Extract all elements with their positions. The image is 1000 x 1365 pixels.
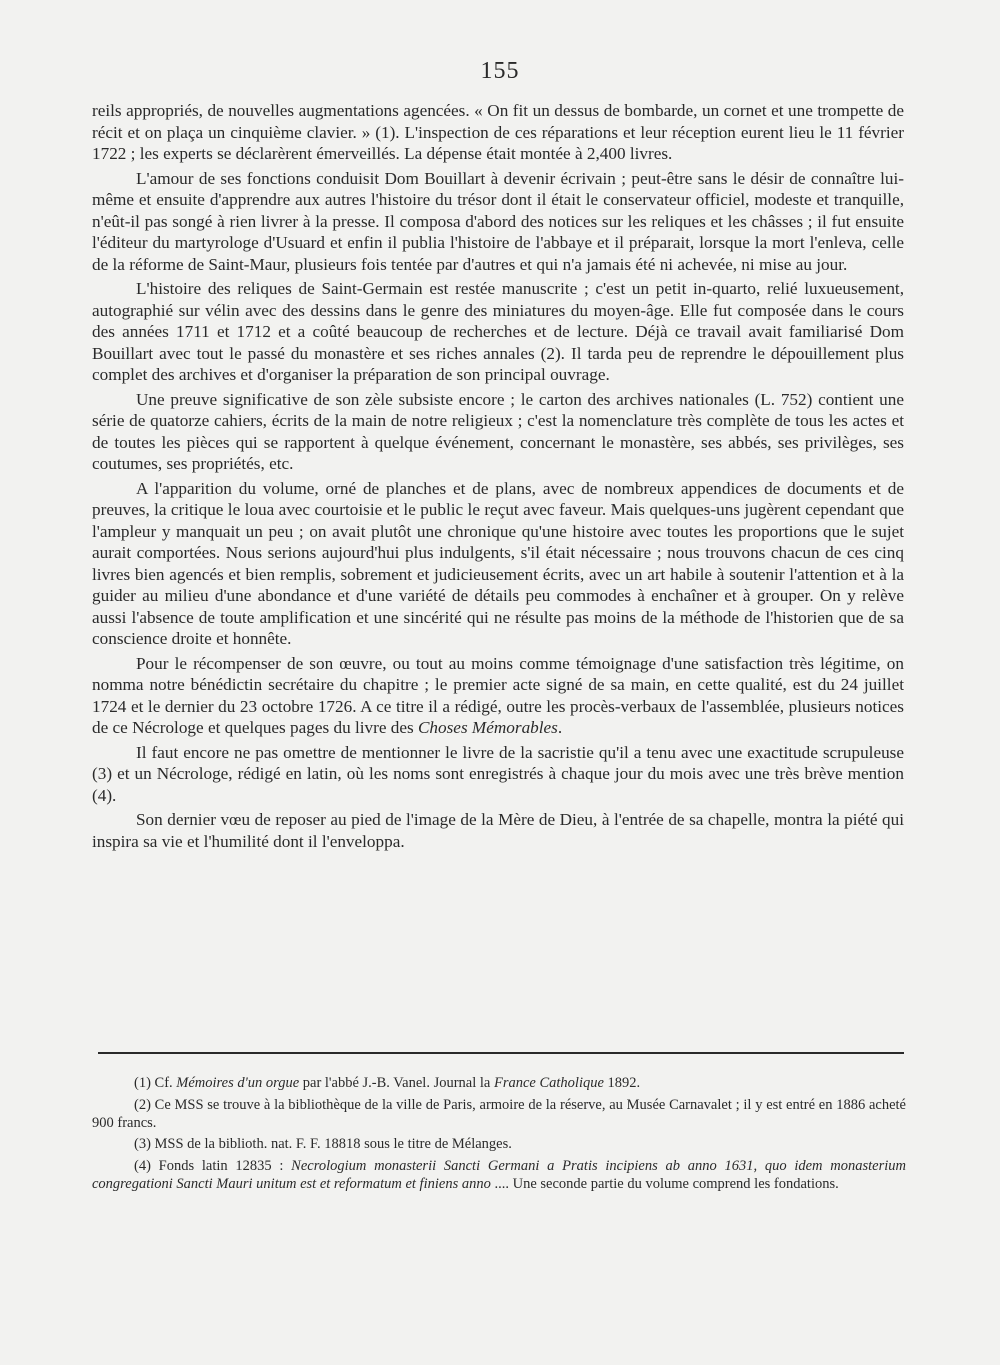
footnote-text: par l'abbé J.-B. Vanel. Journal la: [302, 1075, 491, 1091]
footnote-text: .... Une seconde partie du volume comprend les fondations.: [494, 1175, 839, 1192]
footnotes: [92, 1075, 906, 1198]
page-number: 155: [480, 58, 520, 84]
paragraph: Son dernier vœu de reposer au pied de l'image de la Mère de Dieu, à l'entrée de sa chapelle, montra la piété qui inspira sa vie et l'humilité dont il l'enveloppa.: [92, 810, 904, 851]
footnote-4: [92, 1158, 906, 1194]
footnote-text: 1892.: [607, 1075, 641, 1091]
footnote-italic: Necrologium monasterii Sancti Germani a Pratis incipiens ab anno 1631, quo idem monasterium congregationi Sancti Mauri unitum est et reformatum et finiens anno: [92, 1158, 906, 1192]
paragraph-text: Pour le récompenser de son œuvre, ou tout au moins comme témoignage d'une satisfaction très légitime, on nomma notre bénédictin secrétaire du chapitre ; le premier acte signé de sa main, en cette qualité, est du 24 juillet 1724 et le dernier du 23 octobre 1726. A ce titre il a rédigé, outre les procès-verbaux de l'assemblée, plusieurs notices de ce Nécrologe et quelques pages du livre des: [92, 653, 904, 737]
paragraph: reils appropriés, de nouvelles augmentations agencées. « On fit un dessus de bombarde, un cornet et une trompette de récit et on plaça un cinquième clavier. » (1). L'inspection de ces réparations et leur réception eurent lieu le 11 février 1722 ; les experts se déclarèrent émerveillés. La dépense était montée à 2,400 livres.: [92, 101, 904, 163]
italic-book-title: Choses Mémorables: [417, 718, 558, 737]
paragraph: A l'apparition du volume, orné de planches et de plans, avec de nombreux appendices de documents et de preuves, la critique le loua avec courtoisie et le public le reçut avec faveur. Mais quelques-uns jugèrent cependant que l'ampleur y manquait un peu ; on avait plutôt une chronique qu'une histoire avec toutes les proportions que le sujet aurait comportées. Nous serions aujourd'hui plus indulgents, s'il était nécessaire ; nous trouvons chacun de ces cinq livres bien agencés et bien remplis, sobrement et judicieusement écrits, avec un art habile à soutenir l'attention et à la guider au milieu d'une abondance et d'une variété de détails peu commodes à enchaîner et à grouper. On y relève aussi l'absence de toute amplification et une sincérité qui ne résulte pas moins de la méthode de l'historien que de sa conscience droite et honnête.: [92, 478, 904, 648]
footnote-divider: [98, 1052, 904, 1054]
paragraph: L'amour de ses fonctions conduisit Dom Bouillart à devenir écrivain ; peut-être sans le désir de connaître lui-même et ensuite d'apprendre aux autres l'histoire du trésor dont il était le conservateur officiel, modeste et tranquille, n'eût-il pas songé à rien livrer à la presse. Il composa d'abord des notices sur les reliques et les châsses ; il fut ensuite l'éditeur du martyrologe d'Usuard et enfin il publia l'histoire de l'abbaye et il préparait, lorsque la mort l'enleva, celle de la réforme de Saint-Maur, plusieurs fois tentée par d'autres et qui n'a jamais été ni achevée, ni mise au jour.: [92, 168, 904, 274]
paragraph: L'histoire des reliques de Saint-Germain est restée manuscrite ; c'est un petit in-quarto, relié luxueusement, autographié sur vélin avec des dessins dans le genre des miniatures du moyen-âge. Elle fut composée dans le cours des années 1711 et 1712 et a coûté beaucoup de recherches et de lecture. Déjà ce travail avait familiarisé Dom Bouillart avec tout le passé du monastère et ses riches annales (2). Il tarda peu de reprendre le dépouillement plus complet des archives et d'organiser la préparation de son principal ouvrage.: [92, 279, 904, 384]
paragraph: Il faut encore ne pas omettre de mentionner le livre de la sacristie qu'il a tenu avec une exactitude scrupuleuse (3) et un Nécrologe, rédigé en latin, où les noms sont enregistrés à chaque jour du mois avec une très brève mention (4).: [92, 742, 904, 805]
footnote-text: (1) Cf.: [134, 1075, 173, 1091]
footnote-1: [92, 1075, 906, 1093]
footnote-text: (4) Fonds latin 12835 :: [134, 1158, 284, 1175]
footnote-italic: France Catholique: [493, 1075, 604, 1091]
footnote-2: (2) Ce MSS se trouve à la bibliothèque de la ville de Paris, armoire de la réserve, au Musée Carnavalet ; il y est entré en 1886 acheté 900 francs.: [92, 1096, 906, 1131]
footnote-3: (3) MSS de la biblioth. nat. F. F. 18818 sous le titre de Mélanges.: [134, 1136, 512, 1153]
footnote-italic: Mémoires d'un orgue: [176, 1075, 300, 1091]
paragraph: Pour le récompenser de son œuvre, ou tout au moins comme témoignage d'une satisfaction très légitime, on nomma notre bénédictin secrétaire du chapitre ; le premier acte signé de sa main, en cette qualité, est du 24 juillet 1724 et le dernier du 23 octobre 1726. A ce titre il a rédigé, outre les procès-verbaux de l'assemblée, plusieurs notices de ce Nécrologe et quelques pages du livre des Choses Mémorables.: [92, 653, 904, 737]
body-text: [92, 100, 904, 852]
paragraph: Une preuve significative de son zèle subsiste encore ; le carton des archives nationales (L. 752) contient une série de quatorze cahiers, écrits de la main de notre religieux ; c'est la nomenclature très complète de tous les actes et de toutes les pièces qui se rapportent à quelque événement, concernant le monastère, ses abbés, ses privilèges, ses coutumes, ses propriétés, etc.: [92, 389, 904, 473]
